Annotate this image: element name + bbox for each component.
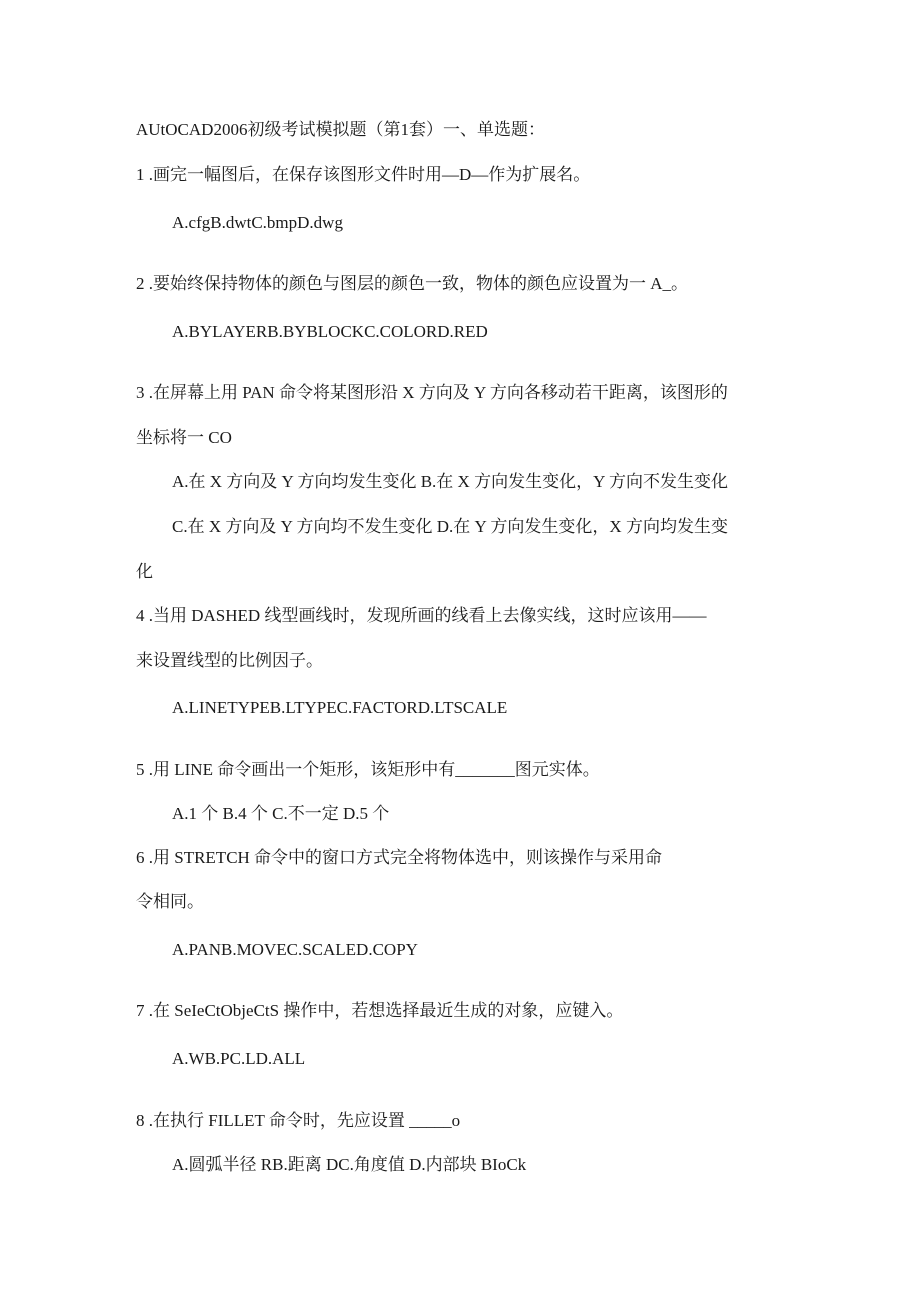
question-7-options: A.WB.PC.LD.ALL [172, 1049, 306, 1068]
document-title: AUtOCAD2006初级考试模拟题（第1套）一、单选题： [136, 120, 545, 139]
question-2-options: A.BYLAYERB.BYBLOCKC.COLORD.RED [172, 322, 488, 341]
question-3-options-line-2: C.在 X 方向及 Y 方向均不发生变化 D.在 Y 方向发生变化，X 方向均发生变 [172, 517, 728, 536]
question-6-options: A.PANB.MOVEC.SCALED.COPY [172, 940, 418, 959]
question-2-stem: 2 .要始终保持物体的颜色与图层的颜色一致，物体的颜色应设置为一 A_。 [136, 274, 689, 293]
question-4-stem-line-1: 4 .当用 DASHED 线型画线时，发现所画的线看上去像实线，这时应该用—— [136, 606, 707, 625]
question-5-options: A.1 个 B.4 个 C.不一定 D.5 个 [172, 804, 390, 823]
question-4-options: A.LINETYPEB.LTYPEC.FACTORD.LTSCALE [172, 698, 508, 717]
question-1-stem: 1 .画完一幅图后，在保存该图形文件时用—D—作为扩展名。 [136, 165, 591, 184]
question-3-stem-line-2: 坐标将一 CO [136, 428, 232, 447]
question-3-options-line-1: A.在 X 方向及 Y 方向均发生变化 B.在 X 方向发生变化，Y 方向不发生变化 [172, 472, 728, 491]
question-3-options-line-3: 化 [136, 562, 153, 581]
question-1-options: A.cfgB.dwtC.bmpD.dwg [172, 213, 343, 232]
question-4-stem-line-2: 来设置线型的比例因子。 [136, 651, 323, 670]
question-8-stem: 8 .在执行 FILLET 命令时，先应设置 _____o [136, 1111, 461, 1130]
question-5-stem: 5 .用 LINE 命令画出一个矩形，该矩形中有_______图元实体。 [136, 760, 600, 779]
question-7-stem: 7 .在 SeIeCtObjeCtS 操作中，若想选择最近生成的对象，应键入。 [136, 1001, 624, 1020]
question-3-stem-line-1: 3 .在屏幕上用 PAN 命令将某图形沿 X 方向及 Y 方向各移动若干距离，该图形的 [136, 383, 728, 402]
question-6-stem-line-2: 令相同。 [136, 892, 204, 911]
question-6-stem-line-1: 6 .用 STRETCH 命令中的窗口方式完全将物体选中，则该操作与采用命 [136, 848, 663, 867]
question-8-options: A.圆弧半径 RB.距离 DC.角度值 D.内部块 BIoCk [172, 1155, 527, 1174]
